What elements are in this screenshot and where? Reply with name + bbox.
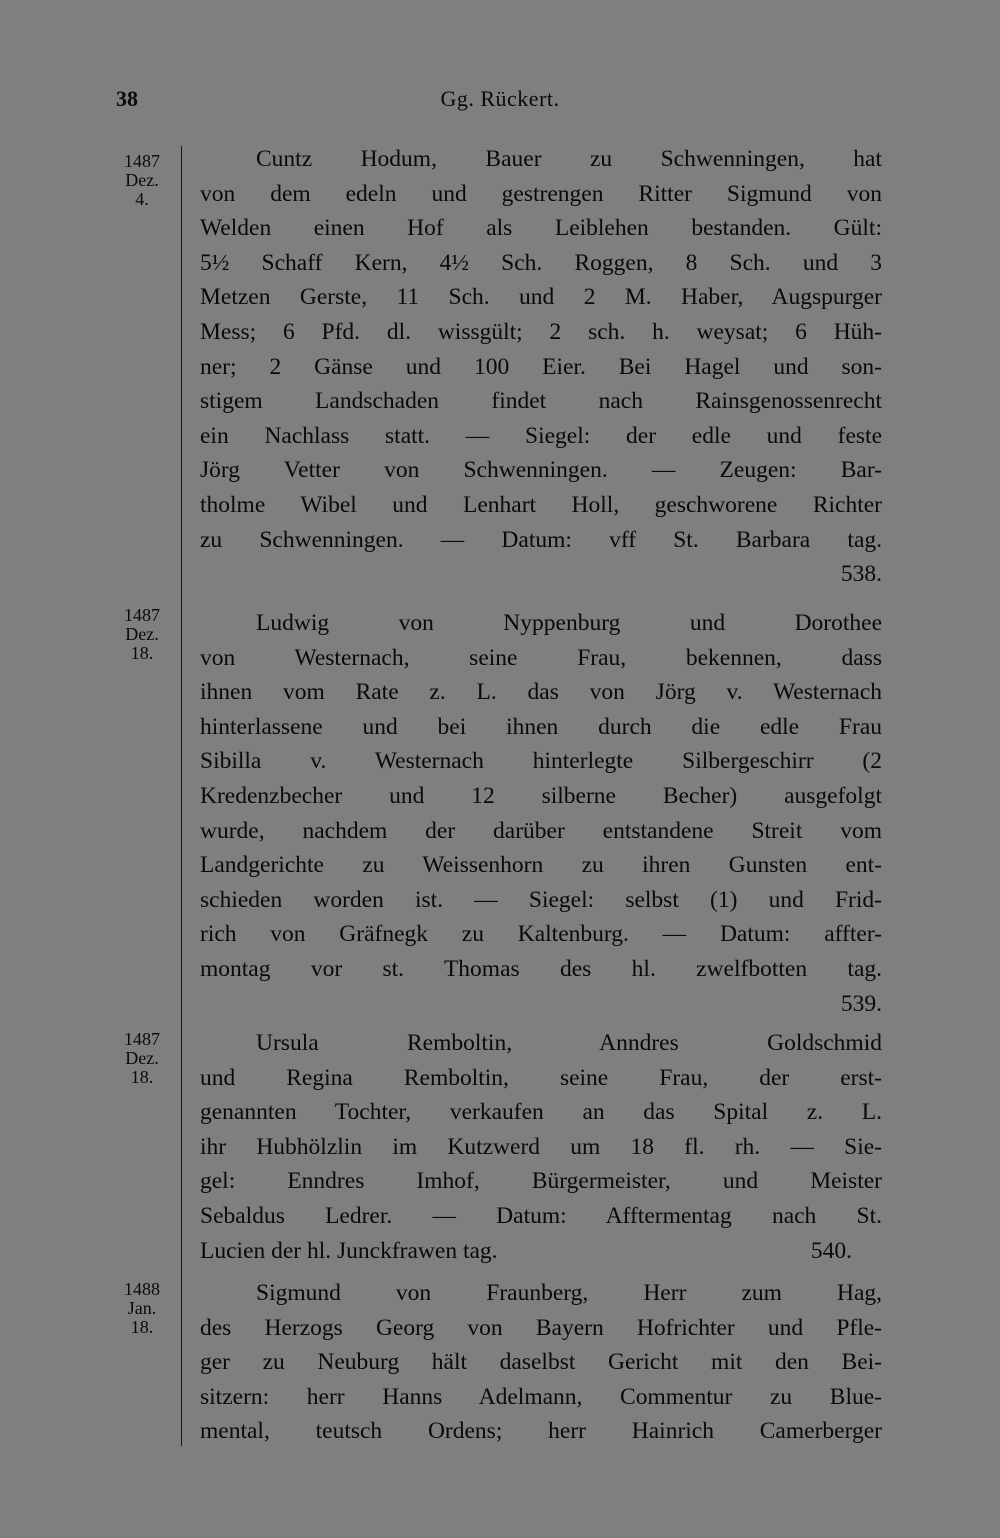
text-line: Ursula Remboltin, Anndres Goldschmid [256, 1030, 882, 1056]
text-line: Kredenzbecher und 12 silberne Becher) ausgefolgt [200, 782, 882, 809]
text-line: stigem Landschaden findet nach Rainsgenossenrecht [200, 388, 882, 415]
entry-text [200, 142, 882, 592]
text-line: ner; 2 Gänse und 100 Eier. Bei Hagel und son- [200, 353, 882, 380]
running-head: Gg. Rückert. [440, 86, 560, 111]
entry-date: 1487 Dez. 18. [124, 605, 160, 663]
text-line: ihr Hubhölzlin im Kutzwerd um 18 fl. rh. — Sie- [200, 1133, 882, 1160]
text-line: sitzern: herr Hanns Adelmann, Commentur zu Blue- [200, 1383, 882, 1410]
text-line: Sibilla v. Westernach hinterlegte Silbergeschirr (2 [200, 748, 882, 775]
text-line: Jörg Vetter von Schwenningen. — Zeugen: Bar- [200, 457, 882, 484]
entry-number: 539. [840, 990, 882, 1017]
text-line: ger zu Neuburg hält daselbst Gericht mit den Bei- [200, 1349, 882, 1376]
text-line: 5½ Schaff Kern, 4½ Sch. Roggen, 8 Sch. und 3 [200, 249, 882, 276]
text-line: schieden worden ist. — Siegel: selbst (1) und Frid- [200, 886, 882, 913]
page-number: 38 [116, 86, 138, 111]
text-line: Mess; 6 Pfd. dl. wissgült; 2 sch. h. weysat; 6 Hüh- [200, 318, 882, 345]
entry-text [200, 606, 882, 1021]
text-line: zu Schwenningen. — Datum: vff St. Barbara tag. [200, 526, 882, 553]
text-line: Sigmund von Fraunberg, Herr zum Hag, [256, 1280, 882, 1306]
text-line: wurde, nachdem der darüber entstandene Streit vom [200, 817, 882, 844]
text-line: Welden einen Hof als Leiblehen bestanden. Gült: [200, 215, 882, 242]
text-line: hinterlassene und bei ihnen durch die edle Frau [200, 713, 882, 740]
text-line: von Westernach, seine Frau, bekennen, dass [200, 644, 882, 671]
text-line: Lucien der hl. Junckfrawen tag. 540. [200, 1234, 882, 1269]
text-line: mental, teutsch Ordens; herr Hainrich Camerberger [200, 1418, 882, 1445]
text-line: Metzen Gerste, 11 Sch. und 2 M. Haber, Augspurger [200, 284, 882, 311]
text-line: ein Nachlass statt. — Siegel: der edle und feste [200, 422, 882, 449]
entry-number: 540. [810, 1237, 852, 1264]
text-line: Ludwig von Nyppenburg und Dorothee [256, 610, 882, 636]
text-line: Sebaldus Ledrer. — Datum: Afftermentag nach St. [200, 1202, 882, 1229]
entry-text [200, 1276, 882, 1449]
entry-number: 538. [840, 561, 882, 588]
text-line: rich von Gräfnegk zu Kaltenburg. — Datum: affter- [200, 921, 882, 948]
entry-date: 1487 Dez. 4. [124, 151, 160, 209]
text-line: Landgerichte zu Weissenhorn zu ihren Gunsten ent- [200, 852, 882, 879]
text-line: von dem edeln und gestrengen Ritter Sigmund von [200, 180, 882, 207]
page-header [0, 86, 1000, 116]
text-line: genannten Tochter, verkaufen an das Spital z. L. [200, 1099, 882, 1126]
entry-date: 1488 Jan. 18. [124, 1279, 160, 1337]
text-line: montag vor st. Thomas des hl. zwelfbotten tag. [200, 955, 882, 982]
margin-rule [181, 146, 182, 1446]
text-line: tholme Wibel und Lenhart Holl, geschworene Richter [200, 491, 882, 518]
entry-text [200, 1026, 882, 1268]
text-line: Cuntz Hodum, Bauer zu Schwenningen, hat [256, 146, 882, 172]
text-line: ihnen vom Rate z. L. das von Jörg v. Westernach [200, 679, 882, 706]
entry-date: 1487 Dez. 18. [124, 1029, 160, 1087]
text-line: des Herzogs Georg von Bayern Hofrichter und Pfle- [200, 1314, 882, 1341]
text-line: und Regina Remboltin, seine Frau, der erst- [200, 1064, 882, 1091]
text-line: gel: Enndres Imhof, Bürgermeister, und Meister [200, 1168, 882, 1195]
